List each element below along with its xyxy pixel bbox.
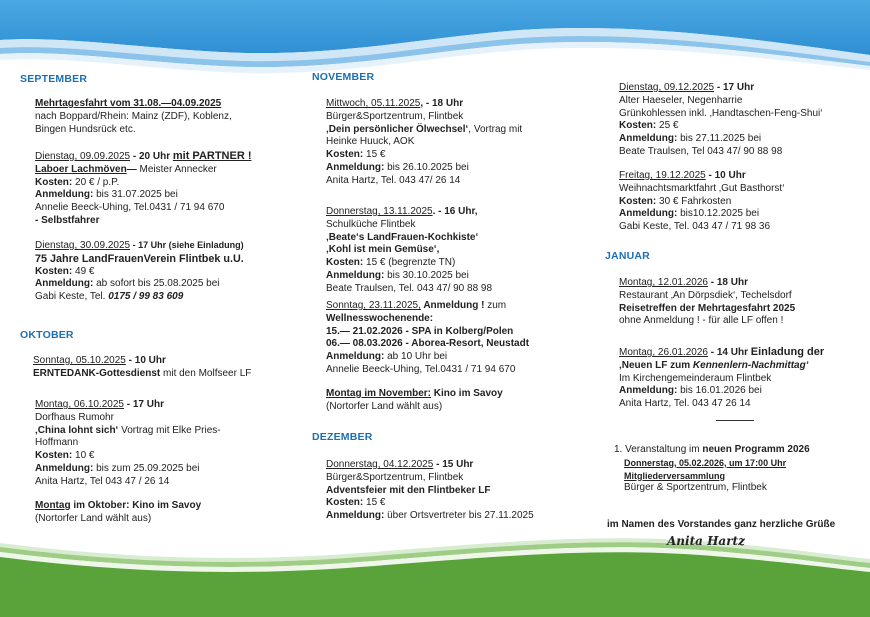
cost-value: 15 € (begrenzte TN) (363, 257, 456, 269)
event-date: Dienstag, 09.09.2025 (35, 151, 131, 162)
event-name: Grünkohlessen inkl. ‚Handtaschen-Feng-Shui‘ (619, 107, 823, 119)
registration-value: bis 16.01.2026 bei (677, 385, 762, 397)
event-time: - 10 Uhr (705, 170, 746, 181)
event-china: Montag, 06.10.2025 - 17 Uhr Dorfhaus Rumohr ‚China lohnt sich‘ Vortrag mit Elke Pries- Hoffmann Kosten: 10 € Anmeldung: bis zum 25.09.2025 bei Anita Hartz, Tel 043 47 / 26 14 (35, 399, 221, 487)
event-date: Montag, 06.10.2025 (35, 399, 124, 410)
event-adventsfeier (326, 459, 534, 523)
event-date: Sonntag, 05.10.2025 (33, 355, 126, 366)
registration-label: Anmeldung: (35, 462, 94, 474)
registration-label: Anmeldung: (35, 278, 94, 290)
event-kino-november: Montag im November: Kino im Savoy (Nortorfer Land wählt aus) (326, 388, 503, 412)
contact: Annelie Beeck-Uhing, Tel.0431 / 71 94 670 (35, 202, 225, 214)
greeting: im Namen des Vorstandes ganz herzliche Grüße (607, 519, 836, 530)
event-name: Mitgliederversammlung (624, 470, 726, 481)
registration-value: ab sofort bis 25.08.2025 bei (93, 278, 220, 290)
event-reisetreffen (619, 277, 795, 328)
heading-oktober: OKTOBER (20, 329, 74, 341)
event-location: Alter Haeseler, Negenharrie (619, 94, 743, 106)
event-location: Bürger&Sportzentrum, Flintbek (326, 110, 464, 122)
top-wave-decoration (0, 0, 870, 80)
partner-note: mit PARTNER ! (172, 150, 252, 162)
event-line: Bingen Hundsrück etc. (35, 123, 136, 135)
event-line: (Nortorfer Land wählt aus) (326, 400, 443, 412)
event-location: Dorfhaus Rumohr (35, 411, 114, 423)
event-line: (Nortorfer Land wählt aus) (35, 512, 152, 524)
registration-label: Anmeldung: (326, 161, 385, 173)
event-kino-oktober: Montag im Oktober: Kino im Savoy (Nortorfer Land wählt aus) (35, 500, 202, 524)
registration-value: ab 10 Uhr bei (384, 351, 448, 363)
event-mitgliederversammlung: 1. Veranstaltung im neuen Programm 2026 Donnerstag, 05.02.2026, um 17:00 Uhr Mitgliederversammlung Bürger & Sportzentrum, Flintbek (614, 444, 810, 494)
event-date: Mittwoch, 05.11.2025 (326, 98, 421, 109)
event-name: Laboer Lachmöven (35, 163, 127, 175)
event-name: ‚China lohnt sich‘ (35, 424, 119, 436)
event-subtitle: ‚Kohl ist mein Gemüse‘, (326, 244, 440, 256)
event-time: - 17 Uhr (714, 82, 755, 93)
heading-september: SEPTEMBER (20, 73, 88, 85)
event-date: Montag (35, 500, 71, 511)
contact: Annelie Beeck-Uhing, Tel.0431 / 71 94 670 (326, 363, 516, 375)
event-time: - 20 Uhr (130, 151, 173, 162)
event-gruenkohl (619, 82, 822, 159)
event-name: ERNTEDANK-Gottesdienst (33, 367, 161, 379)
registration-value: bis 27.11.2025 bei (677, 133, 762, 145)
event-name: 75 Jahre LandFrauenVerein Flintbek u.U. (35, 252, 244, 265)
registration-value: bis 30.10.2025 bei (384, 269, 469, 281)
cost-label: Kosten: (326, 497, 364, 509)
cost-label: Kosten: (619, 120, 657, 132)
registration-label: Anmeldung: (326, 351, 385, 363)
event-location: Restaurant ‚An Dörpsdiek‘, Techelsdorf (619, 289, 792, 301)
registration-value: über Ortsvertreter bis 27.11.2025 (384, 510, 534, 522)
cost-label: Kosten: (35, 450, 73, 462)
registration-value: bis10.12.2025 bei (677, 208, 760, 220)
registration-label: Anmeldung: (326, 510, 385, 522)
event-date: Montag, 26.01.2026 (619, 347, 708, 358)
contact: Gabi Keste, Tel. (35, 291, 109, 303)
event-kochkiste (326, 206, 492, 296)
registration-label: Anmeldung: (619, 133, 678, 145)
cost-value: 30 € Fahrkosten (656, 195, 732, 207)
contact: Gabi Keste, Tel. 043 47 / 71 98 36 (619, 221, 771, 233)
cost-label: Kosten: (326, 149, 364, 161)
cost-label: Kosten: (326, 257, 364, 269)
heading-dezember: DEZEMBER (312, 431, 373, 443)
registration-value: bis 31.07.2025 bei (93, 189, 178, 201)
event-name: Reisetreffen der Mehrtagesfahrt 2025 (619, 302, 796, 314)
event-name: ‚Dein persönlicher Ölwechsel‘ (326, 123, 469, 135)
event-time: - 10 Uhr (125, 355, 166, 366)
event-date: Dienstag, 30.09.2025 (35, 240, 131, 251)
event-time: , - 18 Uhr (420, 98, 464, 109)
trip-1: 15.— 21.02.2026 - SPA in Kolberg/Polen (326, 325, 514, 337)
heading-november: NOVEMBER (312, 71, 375, 83)
event-weihnachtsmarkt (619, 170, 784, 234)
registration-label: Anmeldung: (619, 208, 678, 220)
event-date: Freitag, 19.12.2025 (619, 170, 706, 181)
cost-value: 20 € / p.P. (72, 176, 120, 188)
event-time: - 15 Uhr (433, 459, 474, 470)
registration-label: Anmeldung: (35, 189, 94, 201)
new-program-note: neuen Programm 2026 (702, 444, 810, 455)
event-oelwechsel: Mittwoch, 05.11.2025, - 18 Uhr Bürger&Sportzentrum, Flintbek ‚Dein persönlicher Ölwechsel‘, Vortrag mit Heinke Huuck, AOK Kosten: 15 € Anmeldung: bis 26.10.2025 bei Anita Hartz, Tel. 043 47/ 26 14 (326, 98, 523, 186)
heading-januar: JANUAR (605, 250, 650, 262)
event-line: nach Boppard/Rhein: Mainz (ZDF), Koblenz, (35, 110, 232, 122)
cost-label: Kosten: (35, 265, 73, 277)
event-time: - 14 Uhr (707, 347, 751, 358)
event-location: Bürger & Sportzentrum, Flintbek (624, 482, 767, 494)
phone: 0175 / 99 83 609 (108, 291, 184, 303)
event-location: Bürger&Sportzentrum, Flintbek (326, 471, 464, 483)
cost-label: Kosten: (35, 176, 73, 188)
cost-value: 25 € (656, 120, 679, 132)
registration-label: Anmeldung: (619, 385, 678, 397)
event-wellness: Sonntag, 23.11.2025, Anmeldung ! zum Wellnesswochenende: 15.— 21.02.2026 - SPA in Kolberg/Polen 06.— 08.03.2026 - Aborea-Resort, Neustadt Anmeldung: ab 10 Uhr bei Annelie Beeck-Uhing, Tel.0431 / 71 94 670 (326, 300, 530, 375)
cost-label: Kosten: (619, 195, 657, 207)
note: - Selbstfahrer (35, 214, 100, 226)
event-date: Donnerstag, 04.12.2025 (326, 459, 434, 470)
event-location: Schulküche Flintbek (326, 218, 416, 230)
registration-value: bis 26.10.2025 bei (384, 161, 469, 173)
invitation-note: Einladung der (750, 346, 825, 358)
contact: Beate Traulsen, Tel. 043 47/ 90 88 98 (326, 282, 493, 294)
event-laboer-lachmoeven: Dienstag, 09.09.2025 - 20 Uhr mit PARTNER ! Laboer Lachmöven— Meister Annecker Kosten: 20 € / p.P. Anmeldung: bis 31.07.2025 bei Annelie Beeck-Uhing, Tel.0431 / 71 94 670 - Selbstfahrer (35, 150, 252, 226)
event-mehrtagesfahrt (35, 98, 232, 136)
event-kennenlern: Montag, 26.01.2026 - 14 Uhr Einladung der ‚Neuen LF zum Kennenlern-Nachmittag‘ Im Kirchengemeinderaum Flintbek Anmeldung: bis 16.01.2026 bei Anita Hartz, Tel. 043 47 26 14 (619, 346, 825, 410)
registration-label: Anmeldung: (326, 269, 385, 281)
event-name: ‚Neuen LF zum (619, 359, 693, 371)
event-75-jahre (35, 239, 244, 304)
divider-line (716, 420, 754, 421)
event-time: - 17 Uhr (siehe Einladung) (130, 240, 244, 250)
event-date: Montag, 12.01.2026 (619, 277, 708, 288)
event-time: . - 16 Uhr, (432, 206, 478, 217)
cost-value: 49 € (72, 265, 95, 277)
contact: Anita Hartz, Tel. 043 47/ 26 14 (326, 174, 461, 186)
contact: Anita Hartz, Tel. 043 47 26 14 (619, 398, 751, 410)
registration-value: bis zum 25.09.2025 bei (93, 462, 200, 474)
cost-value: 15 € (363, 149, 386, 161)
event-date: Montag im November: (326, 388, 432, 399)
event-date: Donnerstag, 13.11.2025 (326, 206, 433, 217)
contact: Anita Hartz, Tel 043 47 / 26 14 (35, 475, 170, 487)
event-name: Adventsfeier mit den Flintbeker LF (326, 484, 491, 496)
cost-value: 10 € (72, 450, 95, 462)
event-name: Wellnesswochenende: (326, 312, 434, 324)
cost-value: 15 € (363, 497, 386, 509)
event-date: Sonntag, 23.11.2025, (326, 300, 421, 311)
event-name: ‚Beate‘s LandFrauen-Kochkiste‘ (326, 231, 479, 243)
event-name: Weihnachtsmarktfahrt ‚Gut Basthorst‘ (619, 182, 785, 194)
event-date: Donnerstag, 05.02.2026, um 17:00 Uhr (624, 457, 787, 468)
event-line: ohne Anmeldung ! - für alle LF offen ! (619, 315, 784, 327)
trip-2: 06.— 08.03.2026 - Aborea-Resort, Neustadt (326, 338, 530, 350)
event-date: Dienstag, 09.12.2025 (619, 82, 715, 93)
contact: Beate Traulsen, Tel 043 47/ 90 88 98 (619, 145, 783, 157)
event-title: Mehrtagesfahrt vom 31.08.—04.09.2025 (35, 98, 222, 109)
event-location: Im Kirchengemeinderaum Flintbek (619, 372, 772, 384)
event-time: - 18 Uhr (707, 277, 748, 288)
signature: Anita Hartz (667, 534, 745, 548)
event-erntedank: Sonntag, 05.10.2025 - 10 Uhr ERNTEDANK-Gottesdienst mit den Molfseer LF (33, 355, 252, 379)
event-time: - 17 Uhr (123, 399, 164, 410)
